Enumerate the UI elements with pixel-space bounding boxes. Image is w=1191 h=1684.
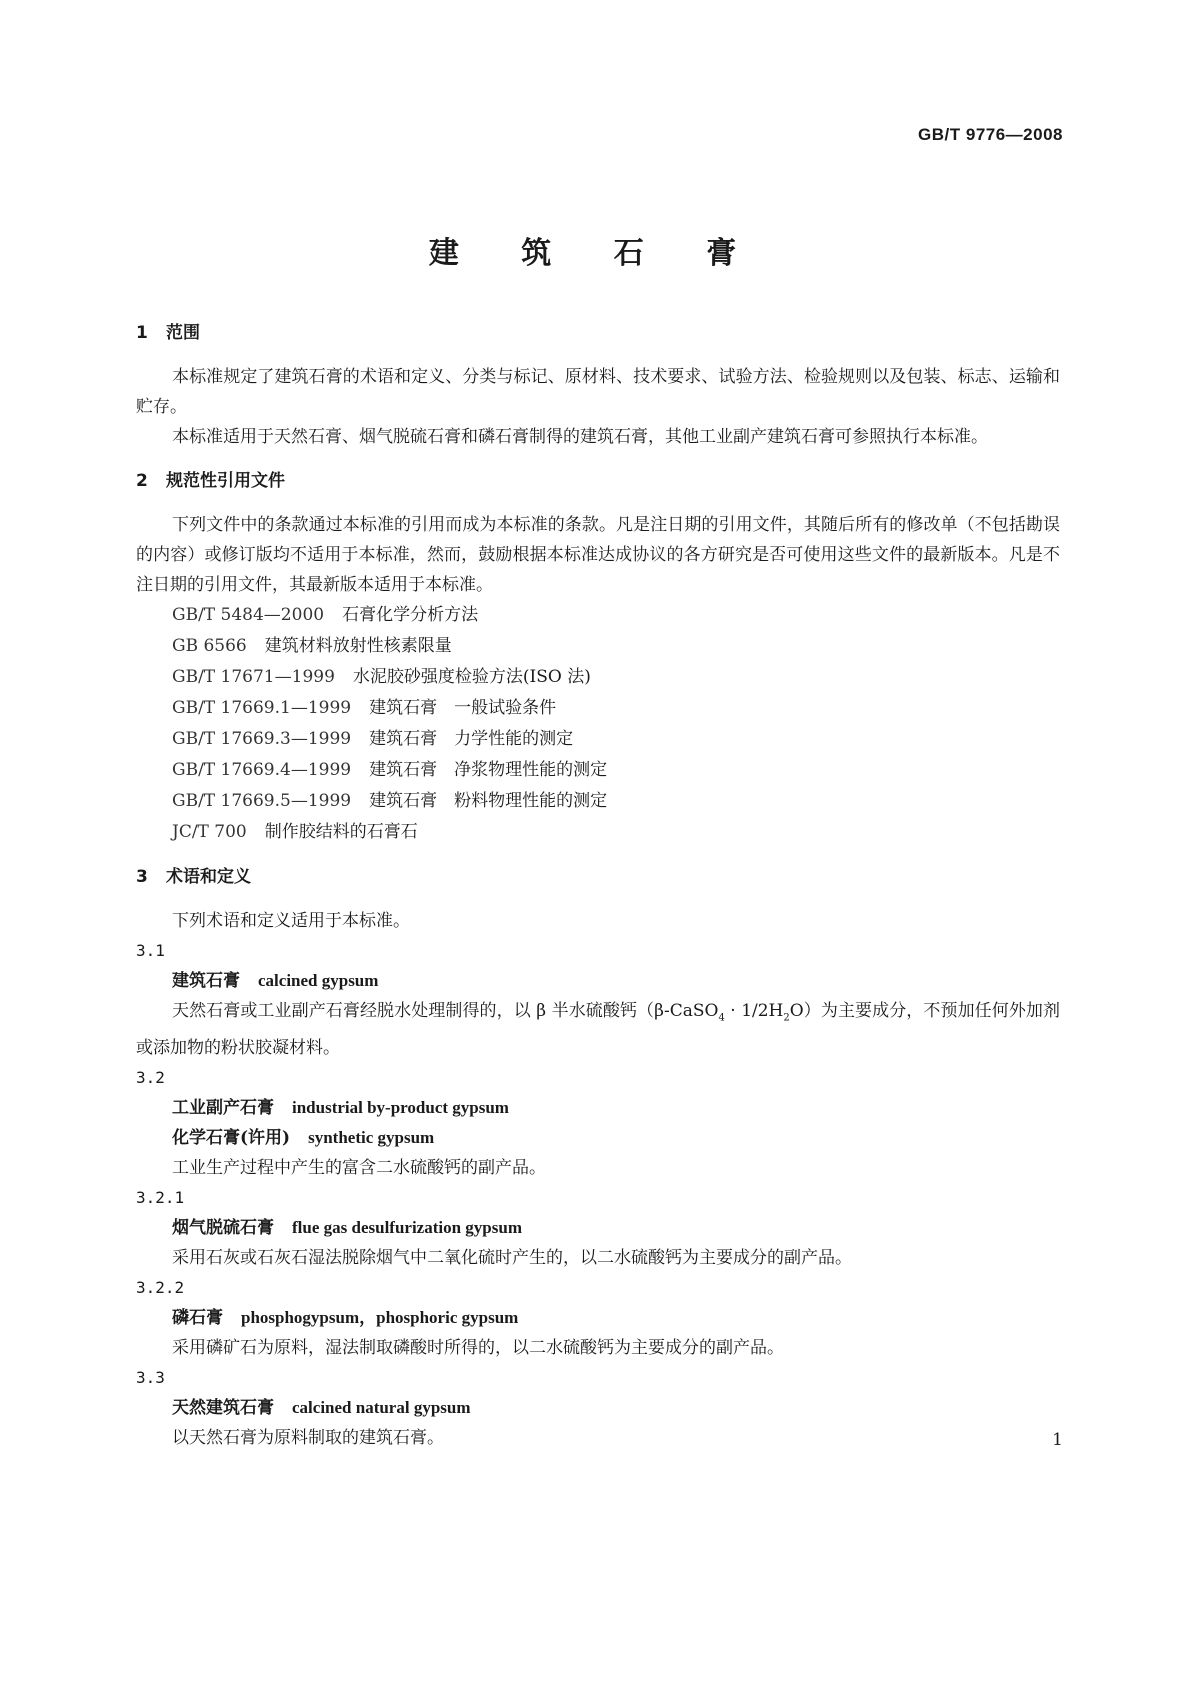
paragraph: 本标准规定了建筑石膏的术语和定义、分类与标记、原材料、技术要求、试验方法、检验规则以及包装、标志、运输和贮存。 [136, 367, 1060, 417]
section-number: 1 [136, 323, 148, 343]
term-en: phosphogypsum，phosphoric gypsum [241, 1308, 519, 1328]
paragraph: 下列文件中的条款通过本标准的引用而成为本标准的条款。凡是注日期的引用文件，其随后所有的修改单（不包括勘误的内容）或修订版均不适用于本标准，然而，鼓励根据本标准达成协议的各方研究是否可使用这些文件的最新版本。凡是不注日期的引用文件，其最新版本适用于本标准。 [136, 515, 1060, 595]
definition: 以天然石膏为原料制取的建筑石膏。 [172, 1428, 444, 1449]
definition-part: O）为主要成分，不预加任何外加剂或添加物的粉状胶凝材料。 [136, 1001, 1060, 1059]
term-en: synthetic gypsum [308, 1128, 435, 1148]
definition: 采用磷矿石为原料，湿法制取磷酸时所得的，以二水硫酸钙为主要成分的副产品。 [172, 1338, 784, 1359]
section-title: 范围 [166, 323, 200, 343]
standard-code: GB/T 9776—2008 [918, 125, 1063, 144]
clause-number: 3.2 [136, 1068, 165, 1088]
term-zh: 工业副产石膏 [172, 1098, 274, 1119]
term-zh: 磷石膏 [172, 1308, 223, 1329]
subscript: 4 [718, 1012, 725, 1024]
reference-title: 水泥胶砂强度检验方法(ISO 法) [352, 667, 591, 687]
clause-number: 3.2.2 [136, 1278, 185, 1298]
term-zh: 烟气脱硫石膏 [172, 1218, 274, 1239]
reference-item [172, 662, 1060, 693]
definition-part: · 1/2H [724, 1001, 784, 1021]
reference-item [172, 817, 1060, 848]
reference-code: GB/T 17669.4—1999 [172, 760, 352, 780]
reference-title: 石膏化学分析方法 [342, 605, 479, 625]
reference-item [172, 755, 1060, 786]
reference-list [136, 600, 1060, 848]
section-title: 规范性引用文件 [166, 471, 285, 491]
definition [136, 996, 1060, 1063]
reference-item [172, 724, 1060, 755]
document-title: 建 筑 石 膏 [428, 236, 763, 271]
term-en: calcined gypsum [258, 971, 379, 990]
term-entry [136, 1213, 1060, 1243]
term-entry [136, 1303, 1060, 1333]
reference-code: JC/T 700 [172, 822, 247, 842]
term-zh: 化学石膏(许用) [172, 1128, 291, 1149]
term-en: calcined natural gypsum [292, 1398, 471, 1418]
definition: 采用石灰或石灰石湿法脱除烟气中二氧化硫时产生的，以二水硫酸钙为主要成分的副产品。 [172, 1248, 852, 1269]
reference-title: 建筑石膏 粉料物理性能的测定 [369, 791, 608, 811]
reference-title: 建筑石膏 净浆物理性能的测定 [369, 760, 608, 780]
definition: 工业生产过程中产生的富含二水硫酸钙的副产品。 [172, 1158, 546, 1179]
document-body [136, 318, 1060, 1453]
section-number: 3 [136, 867, 148, 887]
term-en: flue gas desulfurization gypsum [292, 1218, 522, 1238]
reference-item [172, 786, 1060, 817]
reference-code: GB/T 17671—1999 [172, 667, 335, 687]
reference-code: GB/T 17669.1—1999 [172, 698, 352, 718]
reference-item [172, 693, 1060, 724]
clause-number: 3.1 [136, 941, 165, 960]
term-zh: 建筑石膏 [172, 971, 240, 991]
reference-title: 制作胶结料的石膏石 [264, 822, 418, 842]
term-entry-alt [136, 1123, 1060, 1153]
reference-code: GB/T 17669.3—1999 [172, 729, 352, 749]
definition-part: 天然石膏或工业副产石膏经脱水处理制得的，以 β 半水硫酸钙（β-CaSO [172, 1001, 719, 1021]
term-zh: 天然建筑石膏 [172, 1398, 274, 1419]
term-entry [136, 1093, 1060, 1123]
reference-title: 建筑材料放射性核素限量 [264, 636, 452, 656]
subscript: 2 [783, 1012, 790, 1024]
section-number: 2 [136, 471, 148, 491]
section-heading-normative-references [136, 466, 1060, 496]
term-entry [136, 966, 1060, 996]
reference-title: 建筑石膏 力学性能的测定 [369, 729, 574, 749]
clause-number: 3.3 [136, 1368, 165, 1388]
clause-number: 3.2.1 [136, 1188, 185, 1208]
reference-item [172, 631, 1060, 662]
page-number: 1 [1052, 1430, 1063, 1450]
paragraph: 本标准适用于天然石膏、烟气脱硫石膏和磷石膏制得的建筑石膏，其他工业副产建筑石膏可参照执行本标准。 [172, 427, 988, 447]
reference-code: GB/T 5484—2000 [172, 605, 325, 625]
term-entry [136, 1393, 1060, 1423]
reference-code: GB/T 17669.5—1999 [172, 791, 352, 811]
paragraph: 下列术语和定义适用于本标准。 [172, 911, 410, 931]
section-heading-terms-definitions [136, 862, 1060, 892]
reference-title: 建筑石膏 一般试验条件 [369, 698, 557, 718]
reference-code: GB 6566 [172, 636, 247, 656]
section-title: 术语和定义 [166, 867, 251, 887]
reference-item [172, 600, 1060, 631]
section-heading-scope [136, 318, 1060, 348]
term-en: industrial by-product gypsum [292, 1098, 509, 1118]
